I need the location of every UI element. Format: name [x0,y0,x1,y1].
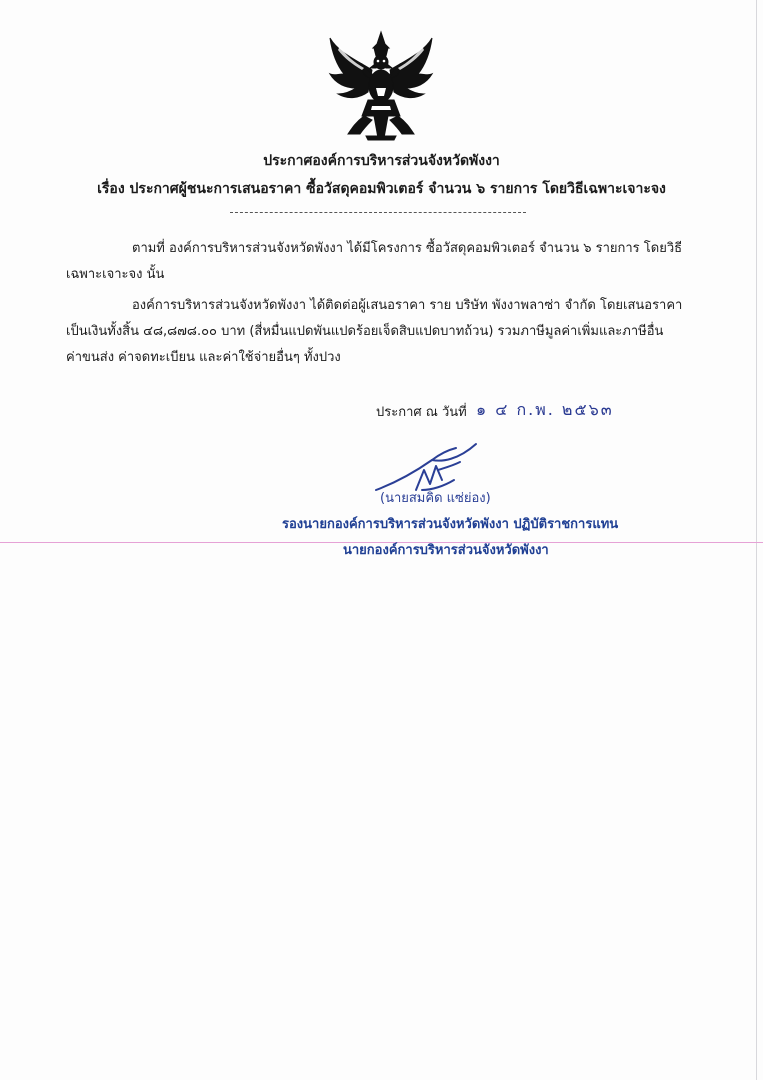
paragraph2-line2: เป็นเงินทั้งสิ้น ๔๘,๘๗๘.๐๐ บาท (สี่หมื่นแปดพันแปดร้อยเจ็ดสิบแปดบาทถ้วน) รวมภาษีมูลค่าเพิ่มและภาษีอื่น [66,324,664,339]
garuda-emblem-icon [326,30,436,142]
paragraph2-line1: องค์การบริหารส่วนจังหวัดพังงา ได้ติดต่อผู้เสนอราคา ราย บริษัท พังงาพลาซ่า จำกัด โดยเสนอราคา [132,298,683,313]
signer-name: (นายสมคิด แซ่ย่อง) [380,491,491,506]
separator-line [230,212,526,213]
signer-position-line2: นายกองค์การบริหารส่วนจังหวัดพังงา [343,543,549,558]
announcement-date: ๑ ๔ ก.พ. ๒๕๖๓ [476,400,614,419]
signer-position-line1: รองนายกองค์การบริหารส่วนจังหวัดพังงา ปฏิบัติราชการแทน [282,517,619,532]
document-subject: เรื่อง ประกาศผู้ชนะการเสนอราคา ซื้อวัสดุคอมพิวเตอร์ จำนวน ๖ รายการ โดยวิธีเฉพาะเจาะจง [97,181,666,197]
announcement-label: ประกาศ ณ วันที่ [376,405,467,420]
document-title: ประกาศองค์การบริหารส่วนจังหวัดพังงา [263,153,500,169]
paragraph2-line3: ค่าขนส่ง ค่าจดทะเบียน และค่าใช้จ่ายอื่นๆ ทั้งปวง [66,350,341,365]
paragraph1-line1: ตามที่ องค์การบริหารส่วนจังหวัดพังงา ได้มีโครงการ ซื้อวัสดุคอมพิวเตอร์ จำนวน ๖ รายการ โดยวิธี [132,241,683,256]
paragraph1-line2: เฉพาะเจาะจง นั้น [66,267,165,282]
